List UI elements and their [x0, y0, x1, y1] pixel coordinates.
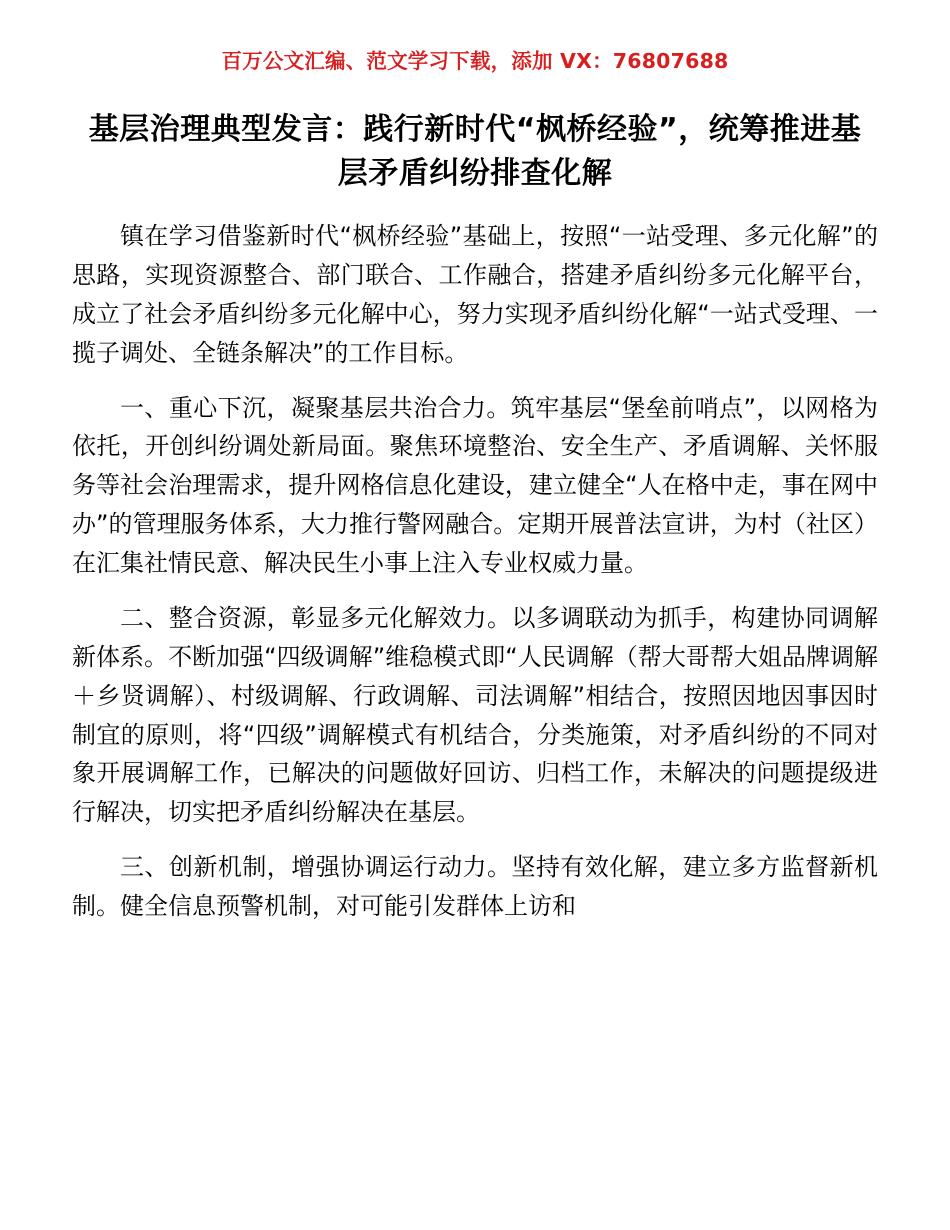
paragraph-4: 三、创新机制，增强协调运行动力。坚持有效化解，建立多方监督新机制。健全信息预警机制，对可能引发群体上访和 — [72, 853, 878, 920]
watermark-banner: 百万公文汇编、范文学习下载，添加 VX：76807688 — [221, 49, 729, 73]
page-title: 基层治理典型发言：践行新时代“枫桥经验”，统筹推进基层矛盾纠纷排查化解 — [88, 112, 862, 191]
paragraph-3: 二、整合资源，彰显多元化解效力。以多调联动为抓手，构建协同调解新体系。不断加强“四级调解”维稳模式即“人民调解（帮大哥帮大姐品牌调解＋乡贤调解）、村级调解、行政调解、司法调解”相结合，按照因地因事因时制宜的原则，将“四级”调解模式有机结合，分类施策，对矛盾纠纷的不同对象开展调解工作，已解决的问题做好回访、归档工作，未解决的问题提级进行解决，切实把矛盾纠纷解决在基层。 — [72, 603, 878, 827]
document-body — [72, 195, 878, 926]
paragraph-1: 镇在学习借鉴新时代“枫桥经验”基础上，按照“一站受理、多元化解”的思路，实现资源整合、部门联合、工作融合，搭建矛盾纠纷多元化解平台，成立了社会矛盾纠纷多元化解中心，努力实现矛盾纠纷化解“一站式受理、一揽子调处、全链条解决”的工作目标。 — [72, 222, 878, 367]
paragraph-2: 一、重心下沉，凝聚基层共治合力。筑牢基层“堡垒前哨点”，以网格为依托，开创纠纷调处新局面。聚焦环境整治、安全生产、矛盾调解、关怀服务等社会治理需求，提升网格信息化建设，建立健全“人在格中走，事在网中办”的管理服务体系，大力推行警网融合。定期开展普法宣讲，为村（社区）在汇集社情民意、解决民生小事上注入专业权威力量。 — [72, 393, 878, 577]
